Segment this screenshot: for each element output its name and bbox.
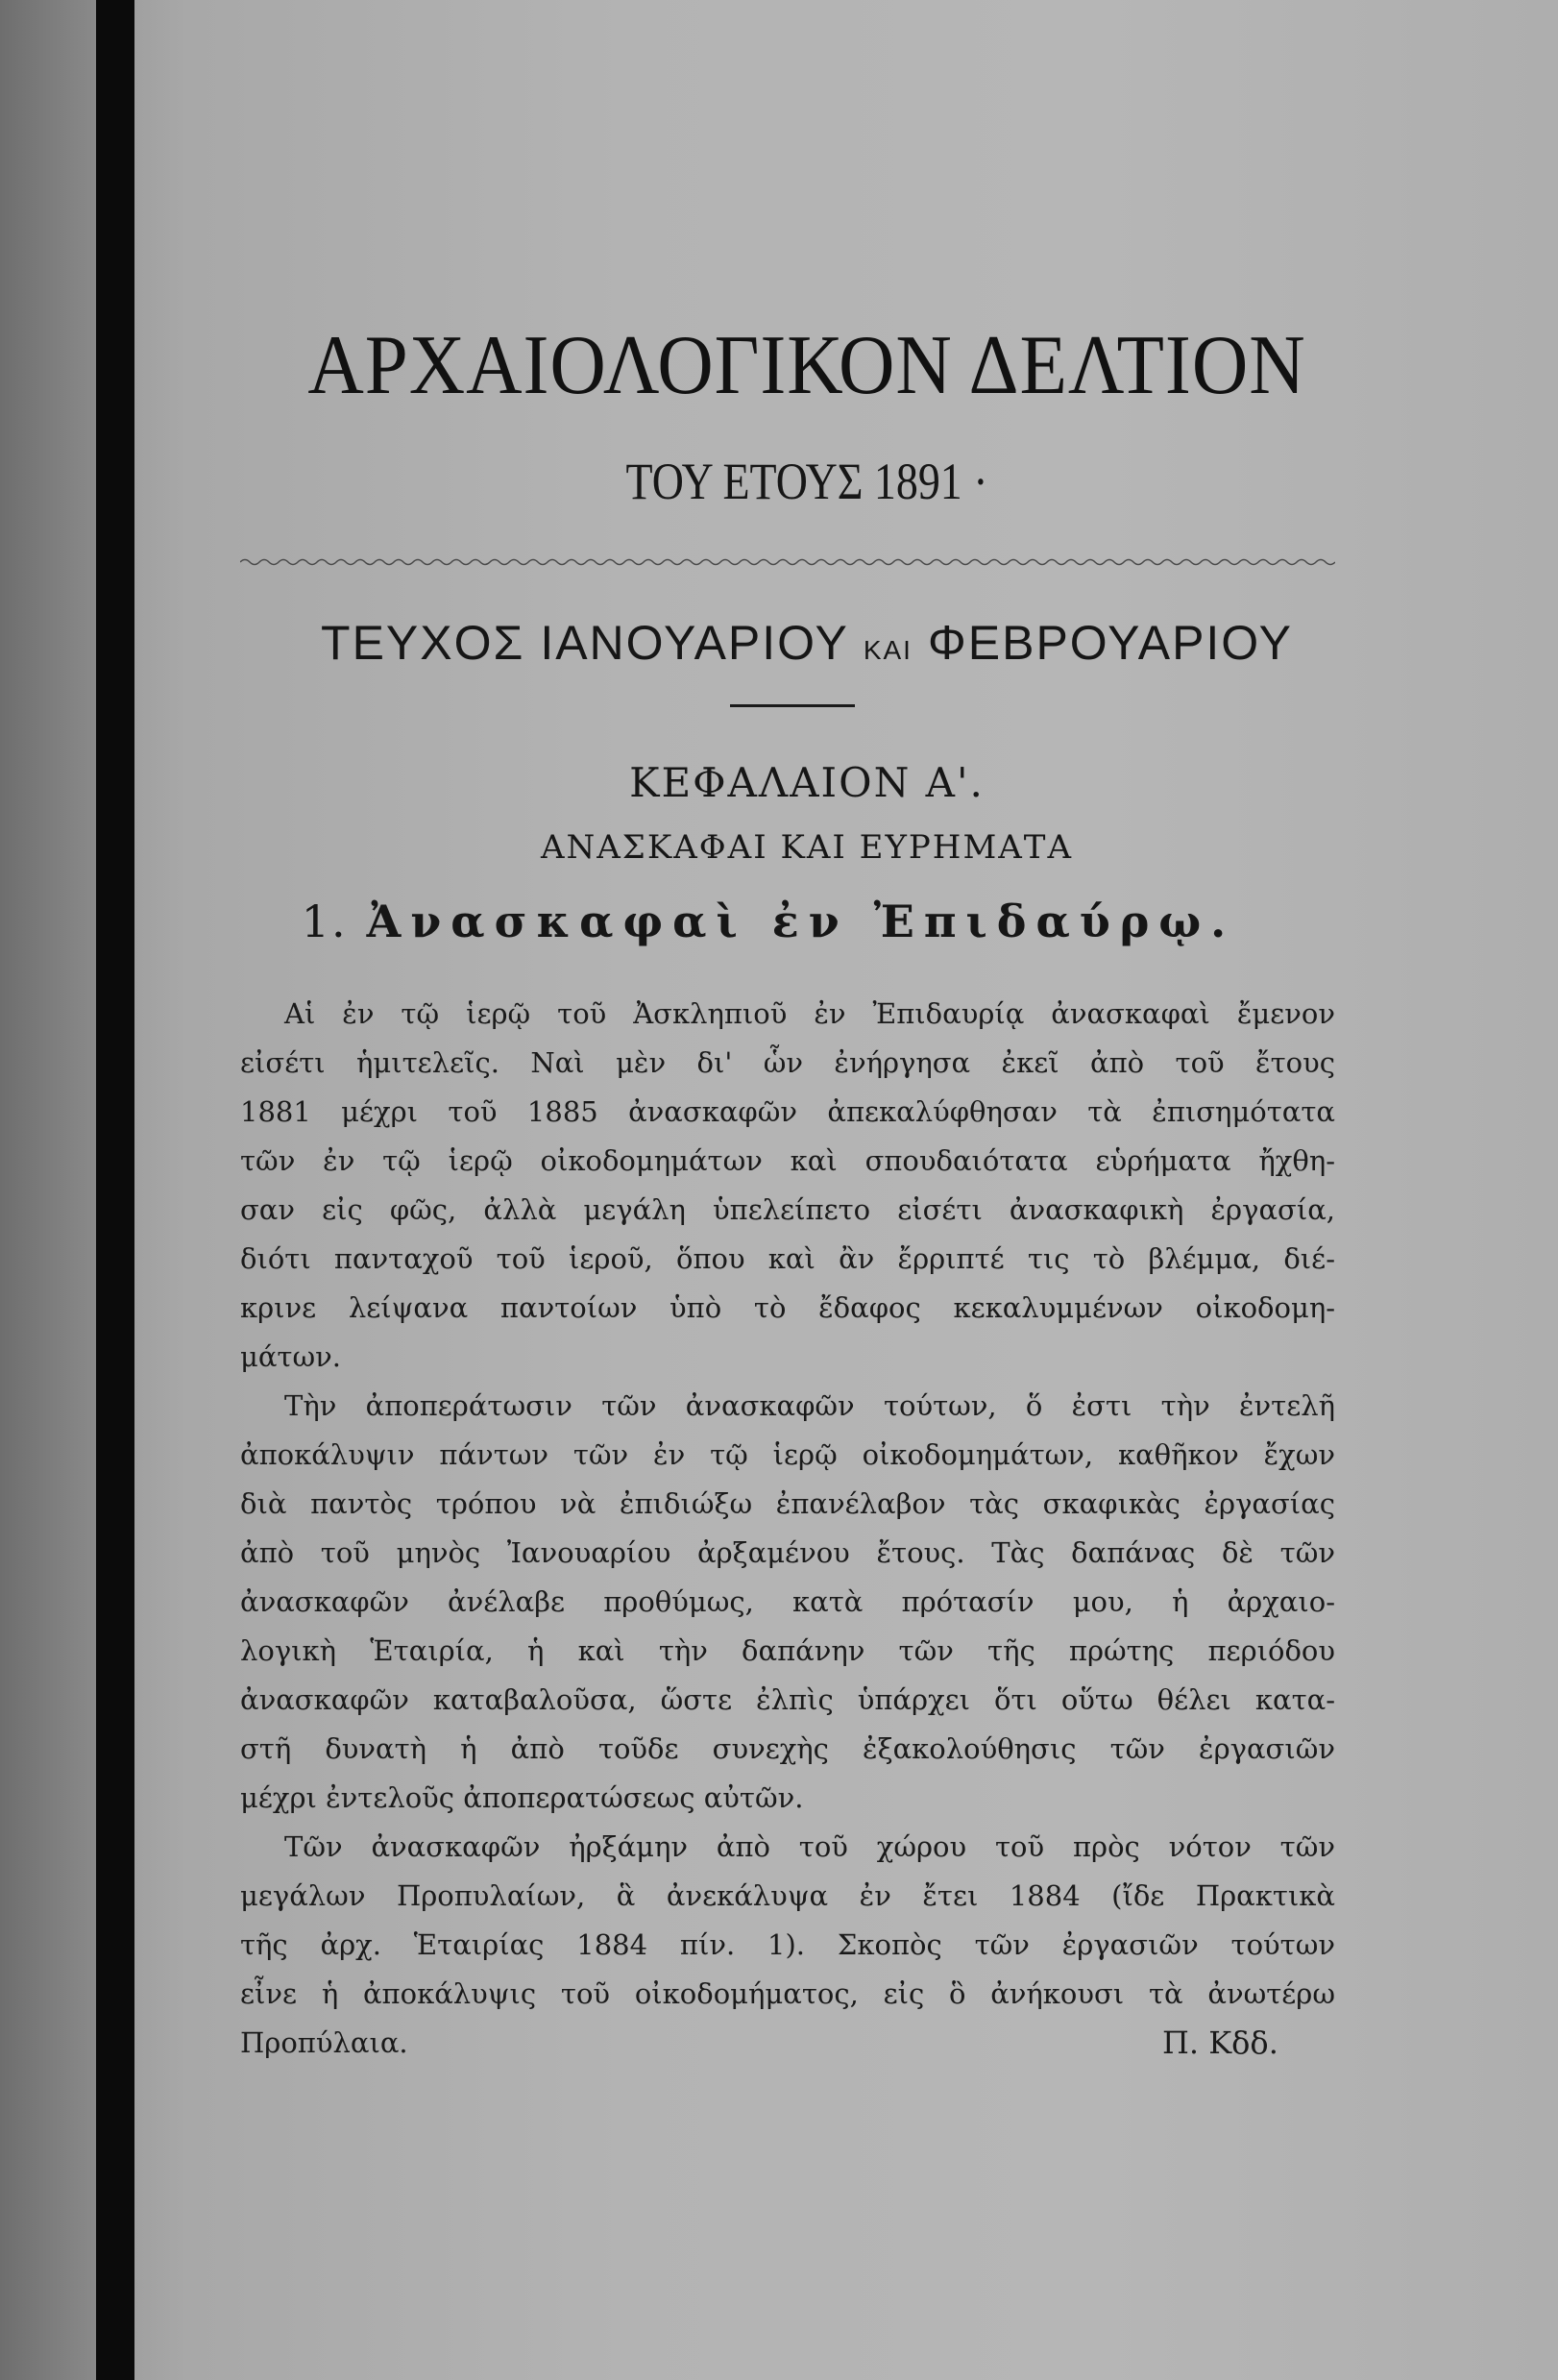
text-line-with-signature: [240, 2019, 1335, 2068]
text-line: λογικὴ Ἑταιρία, ἡ καὶ τὴν δαπάνην τῶν τῆς πρώτης περιόδου: [240, 1634, 1335, 1667]
text-line-end: Προπύλαια.: [240, 2026, 408, 2059]
text-line: τῶν ἐν τῷ ἱερῷ οἰκοδομημάτων καὶ σπουδαιότατα εὑρήματα ἤχθη-: [240, 1144, 1335, 1177]
binding-spine: [96, 0, 134, 2380]
text-line: Τὴν ἀποπεράτωσιν τῶν ἀνασκαφῶν τούτων, ὅ ἐστι τὴν ἐντελῆ: [284, 1389, 1335, 1422]
text-line: Τῶν ἀνασκαφῶν ἠρξάμην ἀπὸ τοῦ χώρου τοῦ πρὸς νότον τῶν: [284, 1830, 1335, 1863]
year-line: ΤΟΥ ΕΤΟΥΣ 1891 ·: [625, 453, 988, 510]
text-line: εἰσέτι ἡμιτελεῖς. Ναὶ μὲν δι' ὧν ἐνήργησα ἐκεῖ ἀπὸ τοῦ ἔτους: [240, 1046, 1335, 1079]
chapter-heading: ΚΕΦΑΛΑΙΟΝ Α'.: [629, 759, 985, 806]
author-signature: Π. Κδδ.: [1162, 2024, 1278, 2061]
text-line: ἀποκάλυψιν πάντων τῶν ἐν τῷ ἱερῷ οἰκοδομημάτων, καθῆκον ἔχων: [240, 1438, 1335, 1471]
text-line: σαν εἰς φῶς, ἀλλὰ μεγάλη ὑπελείπετο εἰσέτι ἀνασκαφικὴ ἐργασία,: [240, 1193, 1335, 1226]
text-line: κρινε λείψανα παντοίων ὑπὸ τὸ ἔδαφος κεκαλυμμένων οἰκοδομη-: [240, 1291, 1335, 1324]
text-line: εἶνε ἡ ἀποκάλυψις τοῦ οἰκοδομήματος, εἰς ὃ ἀνήκουσι τὰ ἀνωτέρω: [240, 1977, 1335, 2010]
text-line: στῆ δυνατὴ ἡ ἀπὸ τοῦδε συνεχὴς ἐξακολούθησις τῶν ἐργασιῶν: [240, 1732, 1335, 1765]
text-line: ἀνασκαφῶν ἀνέλαβε προθύμως, κατὰ πρότασίν μου, ἡ ἀρχαιο-: [240, 1585, 1335, 1618]
article-title: Ἀνασκαφαὶ ἐν Ἐπιδαύρῳ.: [366, 896, 1236, 947]
text-line: μέχρι ἐντελοῦς ἀποπερατώσεως αὐτῶν.: [240, 1781, 804, 1814]
page-edge-shadow: [0, 0, 96, 2380]
article-number: 1.: [301, 896, 348, 947]
text-line: ἀνασκαφῶν καταβαλοῦσα, ὥστε ἐλπὶς ὑπάρχει ὅτι οὕτω θέλει κατα-: [240, 1683, 1335, 1716]
journal-title: ΑΡΧΑΙΟΛΟΓΙΚΟΝ ΔΕΛΤΙΟΝ: [307, 319, 1306, 412]
text-line: μάτων.: [240, 1340, 341, 1373]
issue-months-second: ΦΕΒΡΟΥΑΡΙΟΥ: [927, 616, 1293, 670]
article-heading: [288, 896, 1249, 947]
section-heading: ΑΝΑΣΚΑΦΑΙ ΚΑΙ ΕΥΡΗΜΑΤΑ: [540, 828, 1074, 867]
issue-conjunction: ΚΑΙ: [863, 635, 913, 665]
text-line: ἀπὸ τοῦ μηνὸς Ἰανουαρίου ἀρξαμένου ἔτους. Τὰς δαπάνας δὲ τῶν: [240, 1536, 1335, 1569]
text-line: 1881 μέχρι τοῦ 1885 ἀνασκαφῶν ἀπεκαλύφθησαν τὰ ἐπισημότατα: [240, 1095, 1335, 1128]
issue-months-first: ΤΕΥΧΟΣ ΙΑΝΟΥΑΡΙΟΥ: [321, 616, 848, 670]
issue-line: [231, 615, 1383, 671]
text-line: μεγάλων Προπυλαίων, ἃ ἀνεκάλυψα ἐν ἔτει 1884 (ἴδε Πρακτικὰ: [240, 1879, 1335, 1912]
text-line: διότι πανταχοῦ τοῦ ἱεροῦ, ὅπου καὶ ἂν ἔρριπτέ τις τὸ βλέμμα, διέ-: [240, 1242, 1335, 1275]
article-body: [240, 990, 1335, 2068]
short-divider: [730, 704, 855, 707]
text-line: τῆς ἀρχ. Ἑταιρίας 1884 πίν. 1). Σκοπὸς τῶν ἐργασιῶν τούτων: [240, 1928, 1335, 1961]
text-line: διὰ παντὸς τρόπου νὰ ἐπιδιώξω ἐπανέλαβον τὰς σκαφικὰς ἐργασίας: [240, 1487, 1335, 1520]
wavy-divider: [240, 555, 1335, 569]
text-line: Αἱ ἐν τῷ ἱερῷ τοῦ Ἀσκληπιοῦ ἐν Ἐπιδαυρίᾳ ἀνασκαφαὶ ἔμενον: [284, 997, 1335, 1030]
